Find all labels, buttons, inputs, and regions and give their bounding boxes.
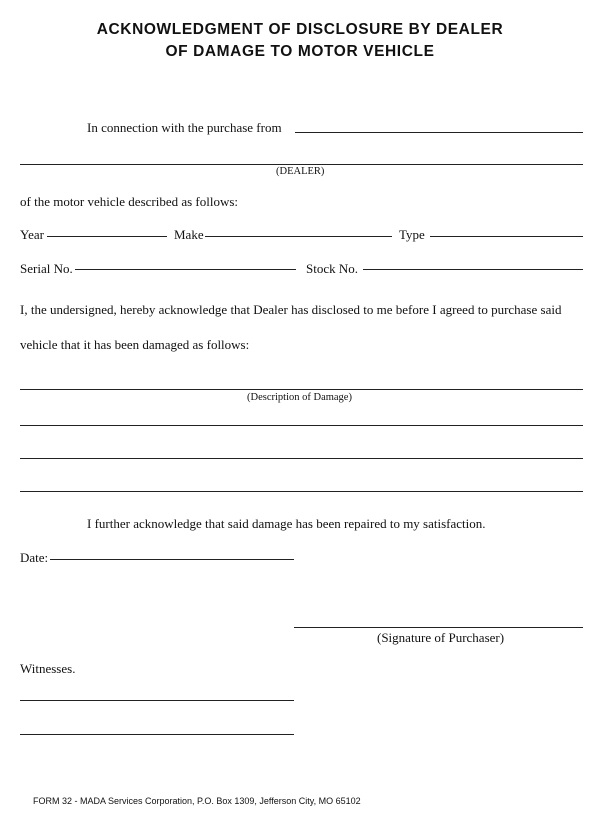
- damage-description-line-2[interactable]: [20, 410, 583, 426]
- make-label: Make: [174, 227, 204, 242]
- date-field[interactable]: [50, 544, 294, 560]
- dealer-caption: (DEALER): [276, 166, 325, 177]
- damage-description-line-3[interactable]: [20, 443, 583, 459]
- type-label: Type: [399, 227, 425, 242]
- year-label: Year: [20, 227, 44, 242]
- damage-description-line-4[interactable]: [20, 476, 583, 492]
- intro-text: In connection with the purchase from: [87, 120, 282, 135]
- dealer-name-field-part1[interactable]: [295, 117, 583, 133]
- stock-label: Stock No.: [306, 261, 358, 276]
- witness-signature-field-1[interactable]: [20, 685, 294, 701]
- damage-caption: (Description of Damage): [247, 392, 352, 403]
- type-field[interactable]: [430, 221, 583, 237]
- form-footer: FORM 32 - MADA Services Corporation, P.O. Box 1309, Jefferson City, MO 65102: [33, 796, 361, 806]
- signature-caption: (Signature of Purchaser): [377, 630, 505, 645]
- year-field[interactable]: [47, 221, 167, 237]
- damage-description-line-1[interactable]: [20, 374, 583, 390]
- serial-field[interactable]: [75, 254, 296, 270]
- form-title-line-2: OF DAMAGE TO MOTOR VEHICLE: [165, 43, 435, 60]
- form-title-line-1: ACKNOWLEDGMENT OF DISCLOSURE BY DEALER: [96, 21, 504, 38]
- date-label: Date:: [20, 550, 49, 565]
- dealer-name-field-part2[interactable]: [20, 149, 583, 165]
- witness-signature-field-2[interactable]: [20, 719, 294, 735]
- stock-field[interactable]: [363, 254, 583, 270]
- repaired-statement: I further acknowledge that said damage has been repaired to my satisfaction.: [87, 516, 486, 531]
- make-field[interactable]: [205, 221, 392, 237]
- serial-label: Serial No.: [20, 261, 73, 276]
- acknowledgment-line-1: I, the undersigned, hereby acknowledge that Dealer has disclosed to me before I agreed to purchase said: [20, 302, 562, 317]
- vehicle-described-text: of the motor vehicle described as follows:: [20, 194, 239, 209]
- acknowledgment-line-2: vehicle that it has been damaged as follows:: [20, 337, 250, 352]
- purchaser-signature-field[interactable]: [294, 612, 583, 628]
- witnesses-label: Witnesses.: [20, 661, 76, 676]
